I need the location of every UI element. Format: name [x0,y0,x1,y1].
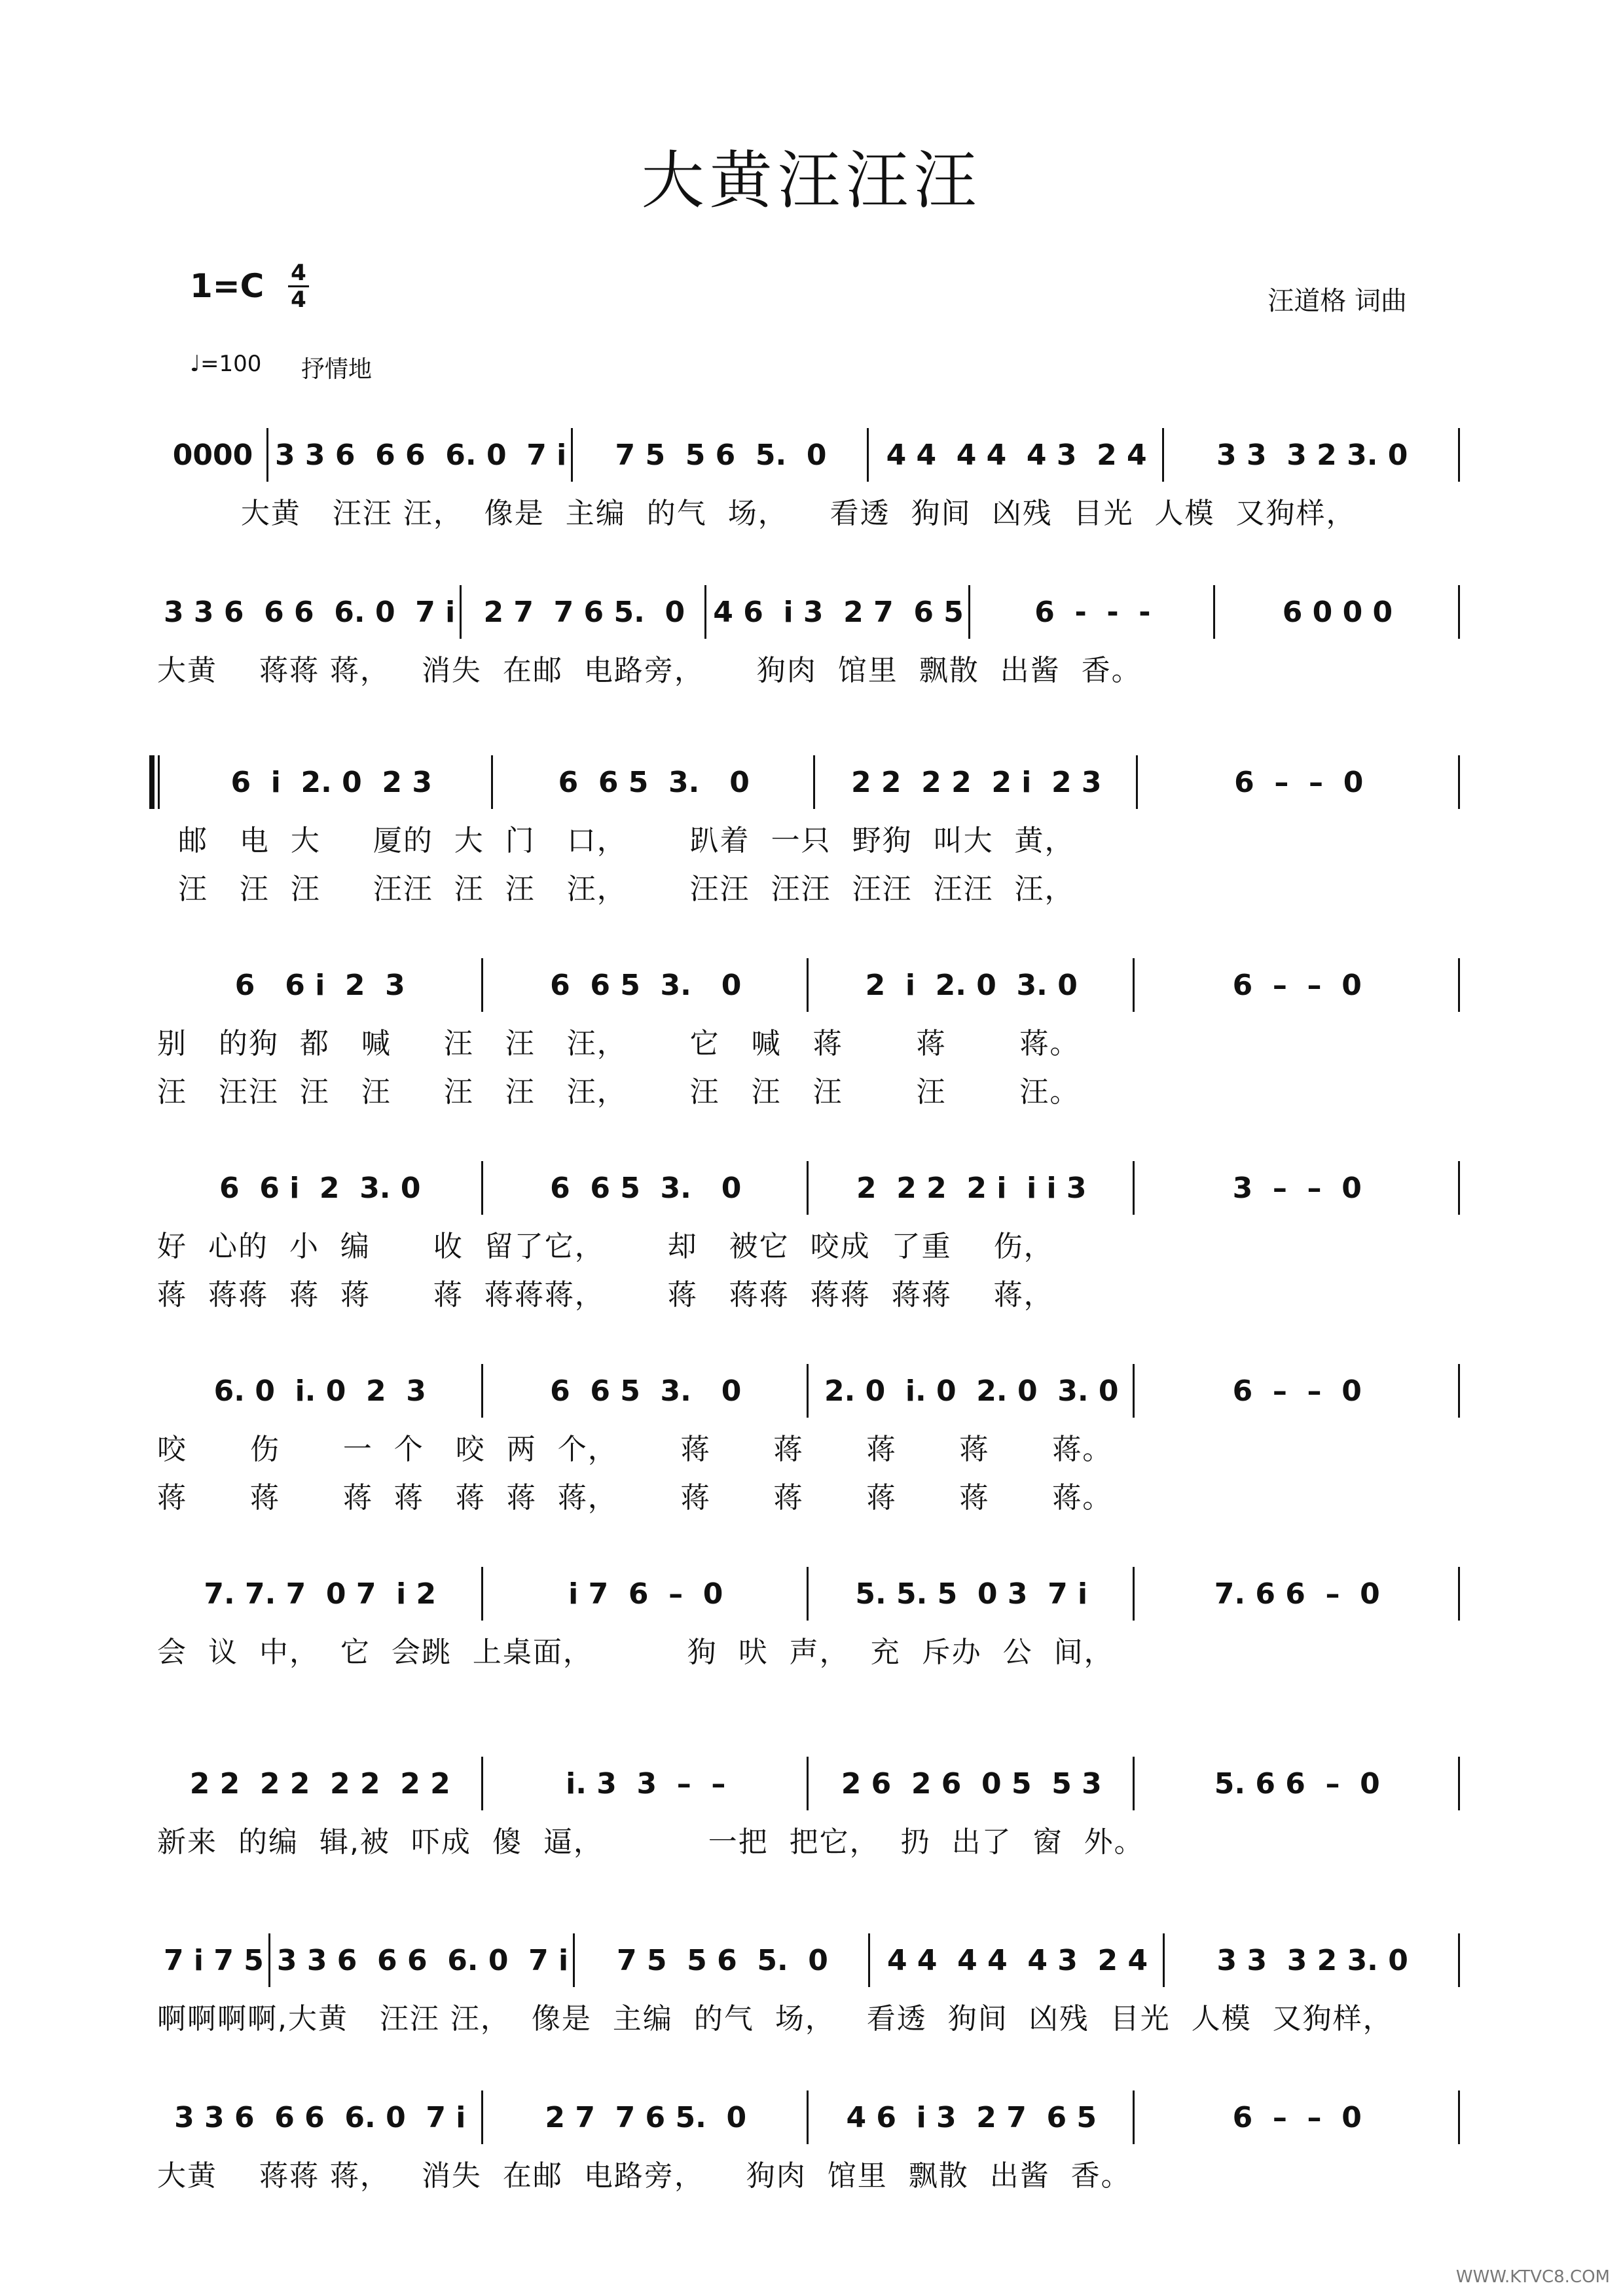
measure: 3 3 3 2 3. 0 [1164,432,1460,478]
score-system [157,2094,1460,2199]
measure: 7. 6 6 – 0 [1135,1571,1461,1617]
measure: 3 3 6 6 6 6. 0 7 i [157,2094,483,2140]
score-system [157,962,1460,1115]
measure: 5. 6 6 – 0 [1135,1761,1461,1806]
measure: 6 – – 0 [1135,962,1461,1008]
measure: 6 – – 0 [1135,2094,1461,2140]
song-title: 大黄汪汪汪 [641,144,982,217]
measure: 3 3 3 2 3. 0 [1165,1937,1460,1983]
notes-line [157,2094,1460,2140]
notes-line [157,432,1460,478]
notes-line [157,1761,1460,1806]
lyric-line: 好 心的 小 编 收 留了它， 却 被它 咬成 了重 伤， [157,1230,1054,1263]
score-system [157,589,1460,694]
bar-line [1458,1364,1460,1418]
bar-line [1458,755,1460,809]
measure: 4 6 i 3 2 7 6 5 [809,2094,1135,2140]
measure: 2 6 2 6 0 5 5 3 [809,1761,1135,1806]
measure: 2 2 2 2 2 2 2 2 [157,1761,483,1806]
time-signature-bottom: 4 [291,287,306,313]
measure: 6 0 0 0 [1215,589,1460,635]
measure: 6 6 5 3. 0 [483,1368,809,1414]
score-system [157,1368,1460,1521]
score-system [157,432,1460,537]
measure: 3 3 6 6 6 6. 0 7 i [157,589,462,635]
measure: 4 6 i 3 2 7 6 5 [706,589,970,635]
measure: 6 6 i 2 3 [157,962,483,1008]
key-signature: 1=C [190,267,264,305]
measure: 7. 7. 7 0 7 i 2 [157,1571,483,1617]
lyric-line: 啊啊啊啊,大黄 汪汪 汪， 像是 主编 的气 场， 看透 狗间 凶残 目光 人模 又狗样， [157,2002,1393,2036]
measure: 6 6 5 3. 0 [483,962,809,1008]
lyric-line: 大黄 蒋蒋 蒋， 消失 在邮 电路旁， 狗肉 馆里 飘散 出酱 香。 [157,654,1142,687]
score-system [157,1571,1460,1676]
bar-line [1458,1567,1460,1621]
bar-line [1458,585,1460,639]
measure: 6 i 2. 0 2 3 [157,759,493,805]
measure: 2 7 7 6 5. 0 [462,589,706,635]
bar-line [1458,958,1460,1012]
measure: 4 4 4 4 4 3 2 4 [869,432,1165,478]
notes-line [157,1368,1460,1414]
score-system [157,1937,1460,2042]
measure: 2 2 2 2 2 i 2 3 [815,759,1138,805]
lyric-line: 大黄 汪汪 汪， 像是 主编 的气 场， 看透 狗间 凶残 目光 人模 又狗样， [157,497,1357,530]
measure: 7 5 5 6 5. 0 [575,1937,870,1983]
composer-credit: 汪道格 词曲 [1267,286,1407,316]
notes-line [157,1937,1460,1983]
measure: i 7 6 – 0 [483,1571,809,1617]
bar-line [1458,1757,1460,1810]
measure: 6 - - - [970,589,1215,635]
measure: 6 – – 0 [1135,1368,1461,1414]
measure: 6 6 5 3. 0 [483,1165,809,1211]
repeat-start-sign [149,755,169,809]
notes-line [157,589,1460,635]
bar-line [1458,428,1460,482]
measure: 5. 5. 5 0 3 7 i [809,1571,1135,1617]
measure: 2 i 2. 0 3. 0 [809,962,1135,1008]
lyric-line: 新来 的编 辑,被 吓成 傻 逼， 一把 把它， 扔 出了 窗 外。 [157,1825,1144,1859]
bar-line [1458,1933,1460,1987]
measure: 4 4 4 4 4 3 2 4 [870,1937,1165,1983]
measure: 0000 [157,432,268,478]
measure: 3 3 6 6 6 6. 0 7 i [268,432,573,478]
lyric-line: 邮 电 大 厦的 大 门 口， 趴着 一只 野狗 叫大 黄， [157,824,1075,857]
lyric-line: 蒋 蒋蒋 蒋 蒋 蒋 蒋蒋蒋， 蒋 蒋蒋 蒋蒋 蒋蒋 蒋， [157,1278,1054,1312]
measure: 3 – – 0 [1135,1165,1461,1211]
bar-line [1458,2090,1460,2144]
time-signature [285,260,312,312]
tempo-marking: ♩=100 [190,351,262,377]
measure: 6 6 5 3. 0 [493,759,816,805]
lyric-line: 大黄 蒋蒋 蒋， 消失 在邮 电路旁， 狗肉 馆里 飘散 出酱 香。 [157,2159,1131,2193]
watermark: WWW.KTVC8.COM [1455,2267,1610,2287]
notes-line [157,962,1460,1008]
measure: 2 2 2 2 i i i 3 [809,1165,1135,1211]
lyric-line: 别 的狗 都 喊 汪 汪 汪， 它 喊 蒋 蒋 蒋。 [157,1027,1080,1060]
lyric-line: 汪 汪 汪 汪汪 汪 汪 汪， 汪汪 汪汪 汪汪 汪汪 汪， [157,872,1075,906]
lyric-line: 咬 伤 一 个 咬 两 个， 蒋 蒋 蒋 蒋 蒋。 [157,1433,1113,1466]
measure: 6 6 i 2 3. 0 [157,1165,483,1211]
lyric-line: 汪 汪汪 汪 汪 汪 汪 汪， 汪 汪 汪 汪 汪。 [157,1075,1080,1109]
expression-marking: 抒情地 [301,356,373,383]
time-signature-top: 4 [291,260,306,286]
measure: 7 i 7 5 [157,1937,270,1983]
score-system [157,1165,1460,1318]
measure: 7 5 5 6 5. 0 [573,432,869,478]
notes-line [157,1571,1460,1617]
lyric-line: 蒋 蒋 蒋 蒋 蒋 蒋 蒋， 蒋 蒋 蒋 蒋 蒋。 [157,1481,1113,1515]
measure: 6 – – 0 [1138,759,1461,805]
measure: 2 7 7 6 5. 0 [483,2094,809,2140]
score-system [157,759,1460,912]
notes-line [157,1165,1460,1211]
lyric-line: 会 议 中， 它 会跳 上桌面， 狗 吠 声， 充 斥办 公 间， [157,1636,1114,1669]
measure: 3 3 6 6 6 6. 0 7 i [270,1937,575,1983]
measure: 6. 0 i. 0 2 3 [157,1368,483,1414]
measure: 2. 0 i. 0 2. 0 3. 0 [809,1368,1135,1414]
measure: i. 3 3 – – [483,1761,809,1806]
bar-line [1458,1161,1460,1215]
notes-line [157,759,1460,805]
score-system [157,1761,1460,1865]
